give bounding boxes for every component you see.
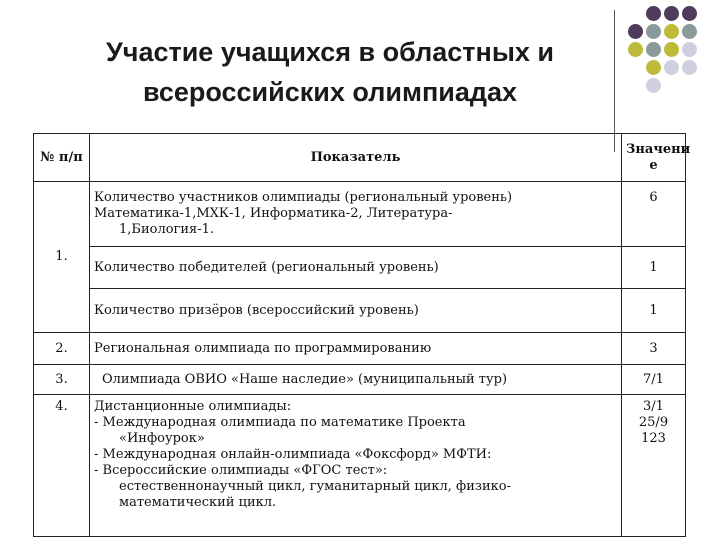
indicator-line: естественнонаучный цикл, гуманитарный цикл, физико- xyxy=(119,479,511,494)
slide-title xyxy=(40,32,620,112)
decorative-dot xyxy=(682,78,697,93)
decorative-dot xyxy=(646,78,661,93)
table-row xyxy=(34,333,686,365)
decorative-dot xyxy=(628,24,643,39)
table-row xyxy=(34,247,686,289)
value-line: 123 xyxy=(641,431,666,446)
indicator-line: - Международная онлайн-олимпиада «Фоксфорд» МФТИ: xyxy=(94,447,492,462)
decorative-divider xyxy=(614,10,615,152)
decorative-dot xyxy=(682,6,697,21)
row-indicator xyxy=(90,395,622,537)
header-value: Значени е xyxy=(622,134,686,182)
table-header-row xyxy=(34,134,686,182)
row-number: 2. xyxy=(34,333,90,365)
decorative-dot xyxy=(646,42,661,57)
indicator-line: Олимпиада ОВИО «Наше наследие» (муниципальный тур) xyxy=(102,371,508,387)
row-number: 4. xyxy=(34,395,90,537)
decorative-dot xyxy=(646,24,661,39)
row-value: 6 xyxy=(622,182,686,247)
header-indicator: Показатель xyxy=(90,134,622,182)
row-indicator: Региональная олимпиада по программированию xyxy=(90,333,622,365)
decorative-dot-grid xyxy=(628,6,697,93)
row-number: 1. xyxy=(34,182,90,333)
row-value: 3 xyxy=(622,333,686,365)
decorative-dot xyxy=(628,6,643,21)
row-value: 7/1 xyxy=(622,365,686,395)
decorative-dot xyxy=(664,6,679,21)
row-number: 3. xyxy=(34,365,90,395)
header-number: № п/п xyxy=(34,134,90,182)
indicator-line: - Всероссийские олимпиады «ФГОС тест»: xyxy=(94,463,388,478)
indicator-line: «Инфоурок» xyxy=(119,431,205,446)
indicator-line: Дистанционные олимпиады: xyxy=(94,399,292,414)
decorative-dot xyxy=(682,24,697,39)
row-indicator xyxy=(90,365,622,395)
table-row xyxy=(34,395,686,537)
decorative-dot xyxy=(628,78,643,93)
title-line-2: всероссийских олимпиадах xyxy=(142,77,518,107)
decorative-dot xyxy=(664,78,679,93)
indicator-line: - Международная олимпиада по математике Проекта xyxy=(94,415,466,430)
decorative-dot xyxy=(664,60,679,75)
decorative-dot xyxy=(646,60,661,75)
table-row xyxy=(34,182,686,247)
row-indicator xyxy=(90,182,622,247)
decorative-dot xyxy=(628,60,643,75)
value-line: 25/9 xyxy=(638,415,669,430)
decorative-dot xyxy=(646,6,661,21)
row-indicator: Количество победителей (региональный уровень) xyxy=(90,247,622,289)
table-row xyxy=(34,289,686,333)
decorative-dot xyxy=(664,42,679,57)
decorative-dot xyxy=(682,42,697,57)
decorative-dot xyxy=(664,24,679,39)
indicator-line: 1,Биология-1. xyxy=(119,222,215,237)
olympiad-table xyxy=(33,133,691,537)
decorative-dot xyxy=(628,42,643,57)
indicator-line: Количество участников олимпиады (региональный уровень) xyxy=(94,190,513,205)
indicator-line: математический цикл. xyxy=(119,495,277,510)
row-value: 1 xyxy=(622,247,686,289)
value-line: 3/1 xyxy=(643,399,664,414)
row-indicator: Количество призёров (всероссийский уровень) xyxy=(90,289,622,333)
title-line-1: Участие учащихся в областных и xyxy=(105,37,555,67)
indicator-line: Математика-1,МХК-1, Информатика-2, Литература- xyxy=(94,206,453,221)
decorative-dot xyxy=(682,60,697,75)
row-value: 1 xyxy=(622,289,686,333)
row-value xyxy=(622,395,686,537)
table-row xyxy=(34,365,686,395)
